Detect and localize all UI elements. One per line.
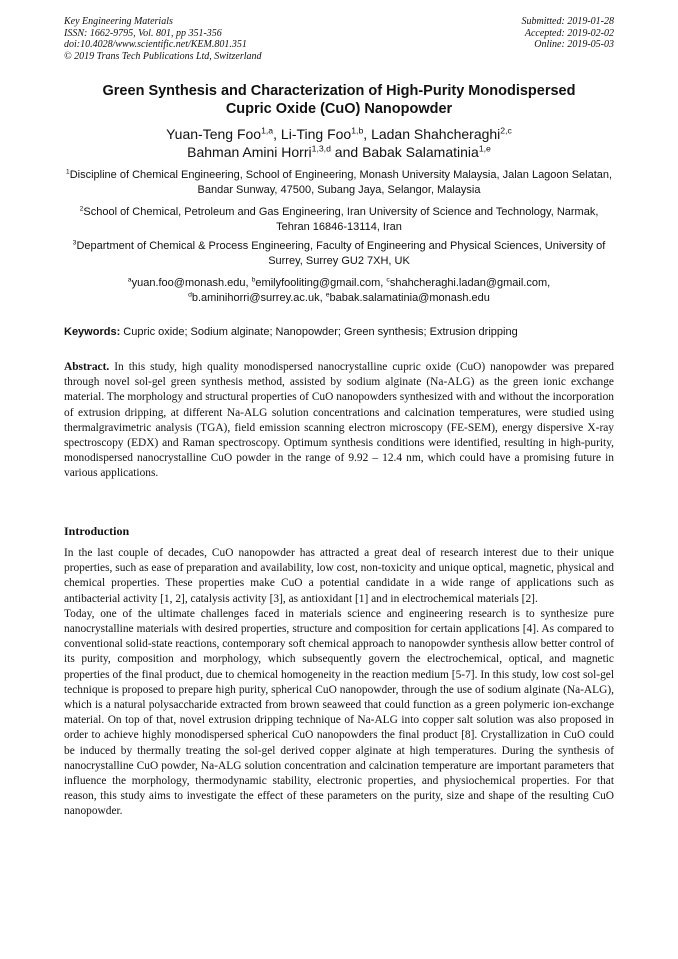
author-separator: , <box>273 126 281 142</box>
author-emails <box>64 276 614 306</box>
keywords <box>64 325 614 340</box>
author-name: Li-Ting Foo <box>280 126 352 142</box>
author-affil-marker: 1,3,d <box>311 143 331 154</box>
affiliation-number: 3 <box>72 239 77 247</box>
email-marker: e <box>325 291 330 299</box>
journal-header-right <box>522 16 615 51</box>
introduction-paragraph-1: In the last couple of decades, CuO nanopowder has attracted a great deal of research interest due to their unique properties, such as ease of preparation and availability, low cost, non-toxicity and unique optical, magnetic, physical and chemical properties. These properties make CuO a potential candidate in a wide range of applications such as antibacterial activity [1, 2], catalysis activity [3], as antioxidant [1] and in electrochemical materials [2]. <box>64 547 614 605</box>
keywords-label: Keywords: <box>64 326 121 338</box>
email-link[interactable]: babak.salamatinia@monash.edu <box>329 292 490 304</box>
email-link[interactable]: emilyfooliting@gmail.com, <box>255 277 387 289</box>
author-name: Bahman Amini Horri <box>187 144 312 160</box>
author-line-1 <box>64 125 614 143</box>
email-link[interactable]: b.aminihorri@surrey.ac.uk, <box>191 292 326 304</box>
author-separator: , <box>363 126 372 142</box>
journal-doi: doi:10.4028/www.scientific.net/KEM.801.351 <box>64 39 247 50</box>
email-link[interactable]: shahcheraghi.ladan@gmail.com, <box>389 277 551 289</box>
keywords-text: Cupric oxide; Sodium alginate; Nanopowder; Green synthesis; Extrusion dripping <box>120 326 518 338</box>
author-affil-marker: 2,c <box>500 125 512 136</box>
email-line-2 <box>64 291 614 306</box>
introduction-heading: Introduction <box>64 524 130 538</box>
author-conjunction: and <box>330 144 363 160</box>
title-line-2: Cupric Oxide (CuO) Nanopowder <box>225 101 453 117</box>
abstract <box>64 360 614 482</box>
author-line-2 <box>64 143 614 161</box>
email-marker: d <box>188 291 192 299</box>
email-link[interactable]: yuan.foo@monash.edu, <box>131 277 252 289</box>
affiliation-number: 1 <box>65 168 70 176</box>
introduction-paragraph-2: Today, one of the ultimate challenges faced in materials science and engineering research is to synthesize pure nanocrystalline materials with desired properties, structure and composition for certain applications [4]. As compared to conventional solid-state reactions, contemporary soft chemical approach to nanopowder synthesis allow better control of its purity, composition and morphology, which subsequently govern the electrochemical, optical, and magnetic properties of the final product, due to chemical homogeneity in the reaction medium [5-7]. In this study, low cost sol-gel technique is proposed to prepare high purity, spherical CuO nanopowder, through the use of sodium alginate (Na-ALG), which is a natural polysaccharide extracted from brown seaweed that could function as a green polymeric ion-exchange material. On top of that, novel extrusion dripping technique of Na-ALG into copper salt solution was also proposed in order to achieve highly monodispersed spherical CuO nanopowders the final product [8]. Crystallization in CuO could be induced by thermally treating the sol-gel derived copper alginate at high temperatures. During the synthesis of nanocrystalline CuO powder, Na-ALG solution concentration and calcination temperature are important parameters that influence the morphology, thermodynamic stability, electronic properties, and physiochemical properties. For that reason, this study aims to investigate the effect of these parameters on the purity, size and shape of the resulting CuO nanopowder. <box>64 607 614 818</box>
author-affil-marker: 1,b <box>351 125 364 136</box>
journal-header-left <box>64 16 262 62</box>
email-marker: c <box>386 276 390 284</box>
affiliation-text: Department of Chemical & Process Engineering, Faculty of Engineering and Physical Sciences, University of Surrey, Surrey GU2 7XH, UK <box>76 240 606 267</box>
author-name: Babak Salamatinia <box>362 144 479 160</box>
journal-issn: ISSN: 1662-9795, Vol. 801, pp 351-356 <box>64 27 222 39</box>
title-line-1: Green Synthesis and Characterization of High-Purity Monodispersed <box>102 83 576 99</box>
affiliation-text: Discipline of Chemical Engineering, School of Engineering, Monash University Malaysia, Jalan Lagoon Selatan, Bandar Sunway, 47500, Subang Jaya, Selangor, Malaysia <box>69 169 613 196</box>
author-affil-marker: 1,e <box>478 143 491 154</box>
affiliation-2 <box>64 205 614 235</box>
author-name: Yuan-Teng Foo <box>166 126 262 142</box>
introduction-body <box>64 546 614 820</box>
abstract-text: In this study, high quality monodispersed nanocrystalline cupric oxide (CuO) nanopowder was prepared through novel sol-gel green synthesis method, assisted by sodium alginate (Na-ALG) as the green ionic exchange material. The morphology and structural properties of CuO nanopowders synthesized with and without the incorporation of extrusion dripping, at different Na-ALG solution concentrations and calcination temperatures, were studied using thermalgravimetric analysis (TGA), field emission scanning electron microscopy (FE-SEM), energy dispersive X-ray spectroscopy (EDX) and Raman spectroscopy. Optimum synthesis conditions were identified, resulting in high-purity, monodispersed nanocrystalline CuO powder in the range of 9.92 – 12.4 nm, which could have a promising future in various applications. <box>64 361 614 480</box>
author-name: Ladan Shahcheraghi <box>371 126 501 142</box>
email-marker: a <box>127 276 132 284</box>
affiliation-1 <box>64 168 614 198</box>
paper-title <box>64 82 614 118</box>
affiliation-text: School of Chemical, Petroleum and Gas Engineering, Iran University of Science and Technology, Narmak, Tehran 16846-13114, Iran <box>83 206 599 233</box>
author-affil-marker: 1,a <box>261 125 274 136</box>
email-marker: b <box>251 276 256 284</box>
journal-copyright: © 2019 Trans Tech Publications Ltd, Switzerland <box>64 50 262 62</box>
journal-name: Key Engineering Materials <box>64 16 173 27</box>
affiliation-number: 2 <box>79 205 84 213</box>
author-list <box>64 125 614 161</box>
online-date: Online: 2019-05-03 <box>534 39 614 50</box>
email-line-1 <box>64 276 614 291</box>
submitted-date: Submitted: 2019-01-28 <box>521 16 614 27</box>
affiliation-3 <box>64 239 614 269</box>
abstract-label: Abstract. <box>64 361 110 373</box>
accepted-date: Accepted: 2019-02-02 <box>524 27 614 39</box>
